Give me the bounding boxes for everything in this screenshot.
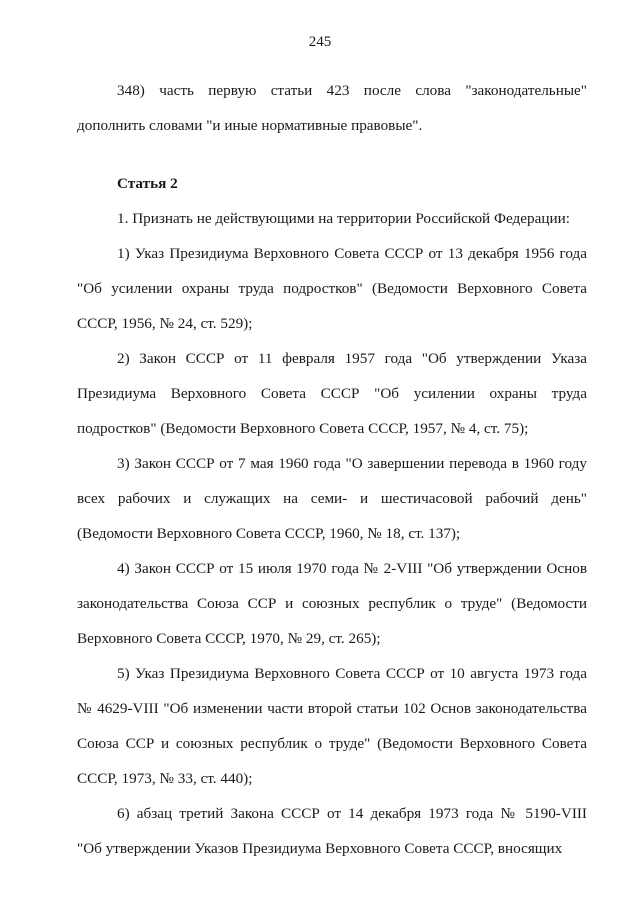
text-line: 4) Закон СССР от 15 июля 1970 года № 2-VIII "Об утверждении Основ xyxy=(117,560,587,577)
paragraph xyxy=(77,201,587,236)
text-line: 1. Признать не действующими на территории Российской Федерации: xyxy=(117,210,570,227)
text-line: Верховного Совета СССР, 1970, № 29, ст. 265); xyxy=(77,630,381,647)
text-line: Президиума Верховного Совета СССР "Об усилении охраны труда xyxy=(77,385,587,402)
text-line: "Об усилении охраны труда подростков" (Ведомости Верховного Совета xyxy=(77,280,587,297)
text-line: 3) Закон СССР от 7 мая 1960 года "О завершении перевода в 1960 году xyxy=(117,455,587,472)
paragraph xyxy=(77,446,587,551)
paragraph xyxy=(77,73,587,143)
text-line: СССР, 1973, № 33, ст. 440); xyxy=(77,770,253,787)
text-line: 6) абзац третий Закона СССР от 14 декабря 1973 года № 5190-VIII xyxy=(117,805,587,822)
text-line: Союза ССР и союзных республик о труде" (Ведомости Верховного Совета xyxy=(77,735,587,752)
paragraph xyxy=(77,236,587,341)
text-line: Статья 2 xyxy=(117,175,178,192)
text-line: законодательства Союза ССР и союзных республик о труде" (Ведомости xyxy=(77,595,587,612)
text-line: подростков" (Ведомости Верховного Совета СССР, 1957, № 4, ст. 75); xyxy=(77,420,529,437)
paragraph xyxy=(77,341,587,446)
paragraph xyxy=(77,551,587,656)
document-body xyxy=(77,73,587,866)
page-number: 245 xyxy=(308,34,332,50)
text-line: 348) часть первую статьи 423 после слова "законодательные" xyxy=(117,82,587,99)
article-heading xyxy=(77,166,587,201)
text-line: 2) Закон СССР от 11 февраля 1957 года "Об утверждении Указа xyxy=(117,350,587,367)
text-line: дополнить словами "и иные нормативные правовые". xyxy=(77,117,423,134)
text-line: (Ведомости Верховного Совета СССР, 1960, № 18, ст. 137); xyxy=(77,525,461,542)
paragraph xyxy=(77,656,587,796)
text-line: СССР, 1956, № 24, ст. 529); xyxy=(77,315,253,332)
text-line: № 4629-VIII "Об изменении части второй статьи 102 Основ законодательства xyxy=(77,700,587,717)
text-line: 1) Указ Президиума Верховного Совета СССР от 13 декабря 1956 года xyxy=(117,245,587,262)
text-line: "Об утверждении Указов Президиума Верховного Совета СССР, вносящих xyxy=(77,840,563,857)
spacer xyxy=(77,143,587,149)
text-line: 5) Указ Президиума Верховного Совета СССР от 10 августа 1973 года xyxy=(117,665,587,682)
paragraph xyxy=(77,796,587,866)
text-line: всех рабочих и служащих на семи- и шестичасовой рабочий день" xyxy=(77,490,587,507)
